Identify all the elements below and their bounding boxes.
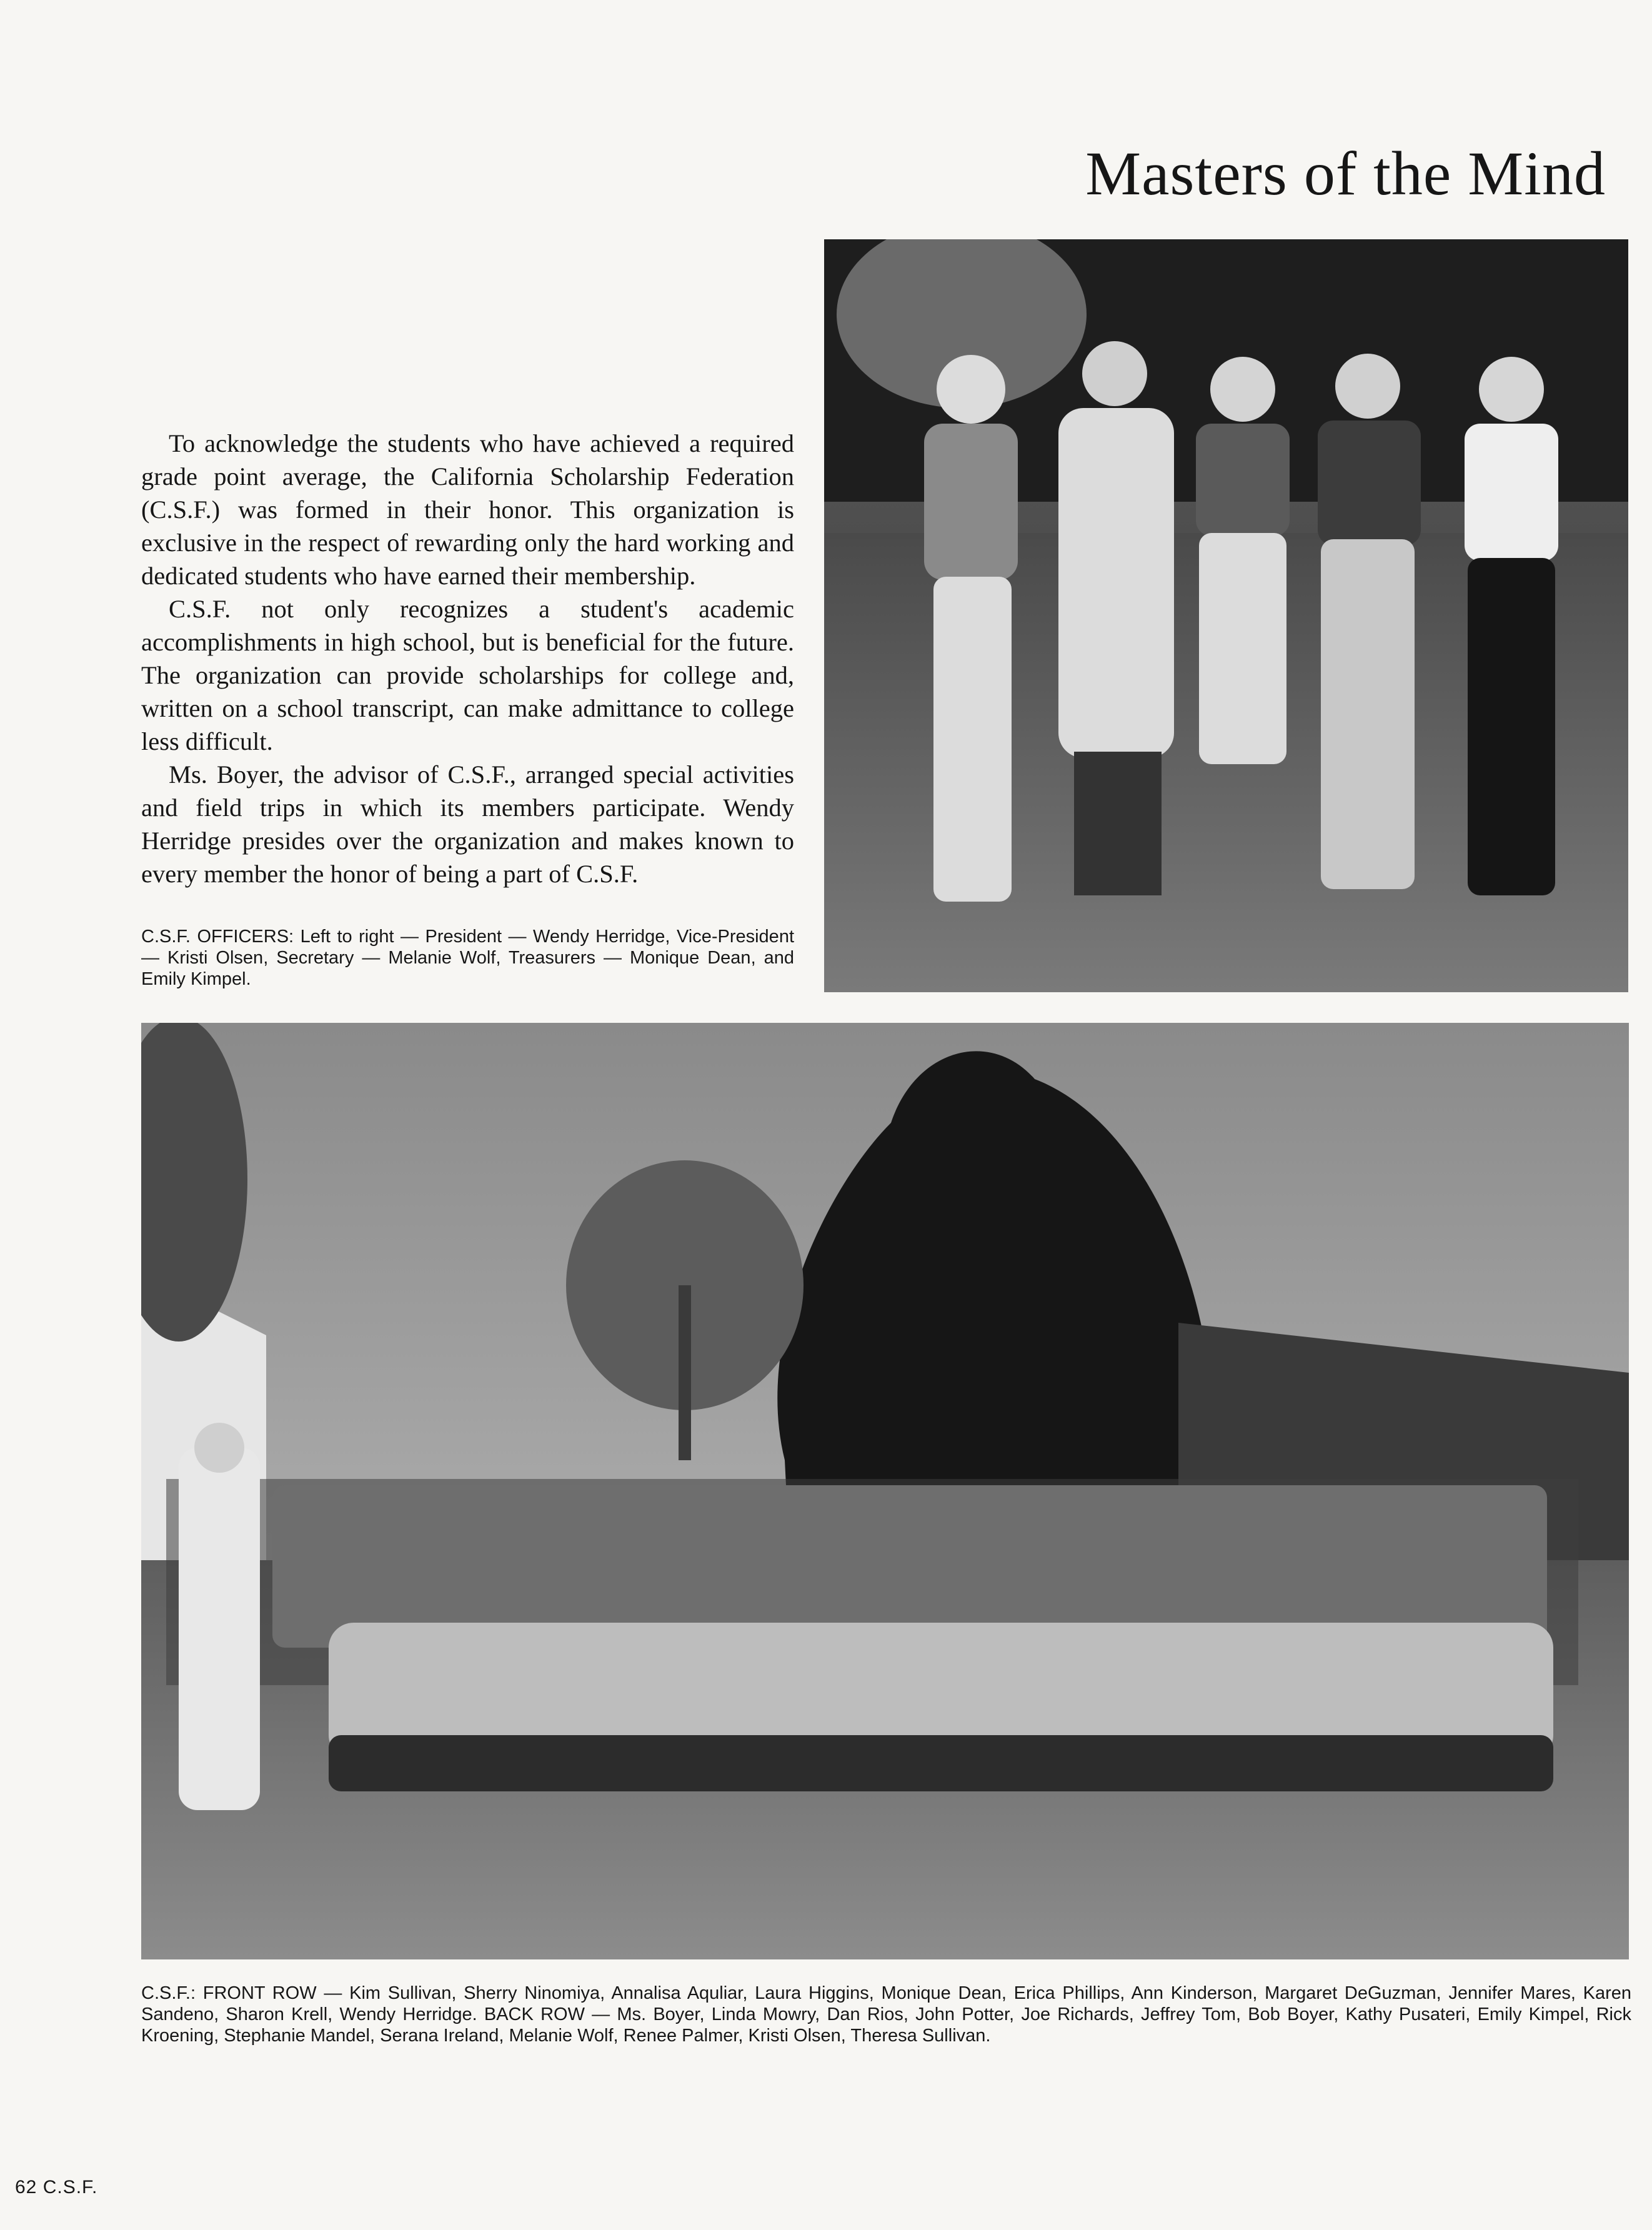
officers-caption: C.S.F. OFFICERS: Left to right — President — Wendy Herridge, Vice-President — Kristi Olsen, Secretary — Melanie Wolf, Treasurers — Monique Dean, and Emily Kimpel. [141,927,794,989]
group-photo [141,1023,1629,1959]
article-paragraph: C.S.F. not only recognizes a student's academic accomplishments in high school, but is beneficial for the future. The organization can provide scholarships for college and, written on a school transcript, can make admittance to college less difficult. [141,595,794,755]
page-title: Masters of the Mind [1085,139,1606,208]
officers-photo [824,239,1628,992]
article-body [141,427,794,890]
group-caption: C.S.F.: FRONT ROW — Kim Sullivan, Sherry Ninomiya, Annalisa Aquliar, Laura Higgins, Monique Dean, Erica Phillips, Ann Kinderson, Margaret DeGuzman, Jennifer Mares, Karen Sandeno, Sharon Krell, Wendy Herridge. BACK ROW — Ms. Boyer, Linda Mowry, Dan Rios, John Potter, Joe Richards, Jeffrey Tom, Bob Boyer, Kathy Pusateri, Emily Kimpel, Rick Kroening, Stephanie Mandel, Serana Ireland, Melanie Wolf, Renee Palmer, Kristi Olsen, Theresa Sullivan. [141,1983,1631,2046]
article-paragraph: To acknowledge the students who have achieved a required grade point average, the California Scholarship Federation (C.S.F.) was formed in their honor. This organization is exclusive in the respect of rewarding only the hard working and dedicated students who have earned their membership. [141,429,794,590]
page-footer: 62 C.S.F. [15,2177,98,2198]
article-paragraph: Ms. Boyer, the advisor of C.S.F., arranged special activities and field trips in which its members participate. Wendy Herridge presides over the organization and makes known to every member the honor of being a part of C.S.F. [141,760,794,888]
